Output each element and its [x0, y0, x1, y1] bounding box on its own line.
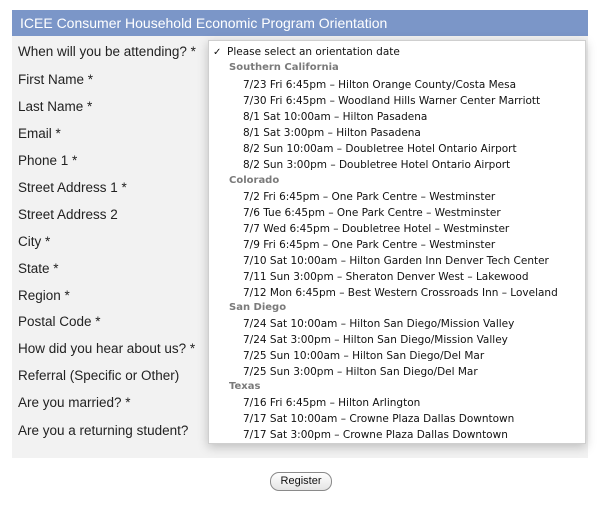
register-button[interactable]: Register: [270, 472, 332, 491]
dropdown-group-southern-california: Southern California: [229, 62, 339, 73]
dropdown-option[interactable]: 7/6 Tue 6:45pm – One Park Centre – Westminster: [243, 207, 501, 219]
label-phone: Phone 1 *: [18, 153, 78, 168]
dropdown-option[interactable]: 8/1 Sat 10:00am – Hilton Pasadena: [243, 111, 428, 123]
label-street-address-2: Street Address 2: [18, 207, 118, 222]
dropdown-option[interactable]: 7/9 Fri 6:45pm – One Park Centre – Westminster: [243, 239, 496, 251]
dropdown-option[interactable]: 7/2 Fri 6:45pm – One Park Centre – Westminster: [243, 191, 496, 203]
label-city: City *: [18, 234, 51, 249]
label-referral: Referral (Specific or Other): [18, 368, 180, 383]
dropdown-option-label: Please select an orientation date: [227, 46, 400, 58]
dropdown-option[interactable]: 7/30 Fri 6:45pm – Woodland Hills Warner Center Marriott: [243, 95, 541, 107]
dropdown-option[interactable]: 7/24 Sat 10:00am – Hilton San Diego/Mission Valley: [243, 318, 515, 330]
checkmark-icon: ✓: [213, 47, 222, 58]
dropdown-option[interactable]: 7/7 Wed 6:45pm – Doubletree Hotel – Westminster: [243, 223, 510, 235]
dropdown-option[interactable]: 7/16 Fri 6:45pm – Hilton Arlington: [243, 397, 421, 409]
label-email: Email *: [18, 126, 61, 141]
dropdown-option[interactable]: 7/11 Sun 3:00pm – Sheraton Denver West – Lakewood: [243, 271, 529, 283]
label-last-name: Last Name *: [18, 99, 93, 114]
label-attending: When will you be attending? *: [18, 44, 196, 59]
dropdown-option[interactable]: 8/1 Sat 3:00pm – Hilton Pasadena: [243, 127, 421, 139]
dropdown-option[interactable]: 7/10 Sat 10:00am – Hilton Garden Inn Denver Tech Center: [243, 255, 549, 267]
label-postal-code: Postal Code *: [18, 314, 101, 329]
dropdown-option-placeholder[interactable]: [213, 44, 400, 60]
dropdown-group-san-diego: San Diego: [229, 302, 287, 313]
dropdown-option[interactable]: 8/2 Sun 10:00am – Doubletree Hotel Ontario Airport: [243, 143, 517, 155]
dropdown-option[interactable]: 7/24 Sat 3:00pm – Hilton San Diego/Mission Valley: [243, 334, 508, 346]
label-married: Are you married? *: [18, 395, 131, 410]
dropdown-option[interactable]: 7/12 Mon 6:45pm – Best Western Crossroads Inn – Loveland: [243, 287, 558, 299]
dropdown-option[interactable]: 7/17 Sat 3:00pm – Crowne Plaza Dallas Downtown: [243, 429, 508, 441]
label-region: Region *: [18, 288, 70, 303]
orientation-date-dropdown[interactable]: [208, 40, 586, 444]
label-state: State *: [18, 261, 59, 276]
label-street-address-1: Street Address 1 *: [18, 180, 127, 195]
dropdown-option[interactable]: 7/25 Sun 10:00am – Hilton San Diego/Del Mar: [243, 350, 485, 362]
dropdown-option[interactable]: 7/17 Sat 10:00am – Crowne Plaza Dallas Downtown: [243, 413, 515, 425]
label-returning-student: Are you a returning student?: [18, 423, 189, 438]
form-title: ICEE Consumer Household Economic Program Orientation: [12, 10, 588, 36]
dropdown-option[interactable]: 7/23 Fri 6:45pm – Hilton Orange County/Costa Mesa: [243, 79, 517, 91]
dropdown-group-colorado: Colorado: [229, 175, 280, 186]
label-first-name: First Name *: [18, 72, 94, 87]
dropdown-option[interactable]: 7/25 Sun 3:00pm – Hilton San Diego/Del Mar: [243, 366, 478, 378]
label-heard-about: How did you hear about us? *: [18, 341, 196, 356]
dropdown-option[interactable]: 8/2 Sun 3:00pm – Doubletree Hotel Ontario Airport: [243, 159, 511, 171]
dropdown-group-texas: Texas: [229, 381, 261, 392]
